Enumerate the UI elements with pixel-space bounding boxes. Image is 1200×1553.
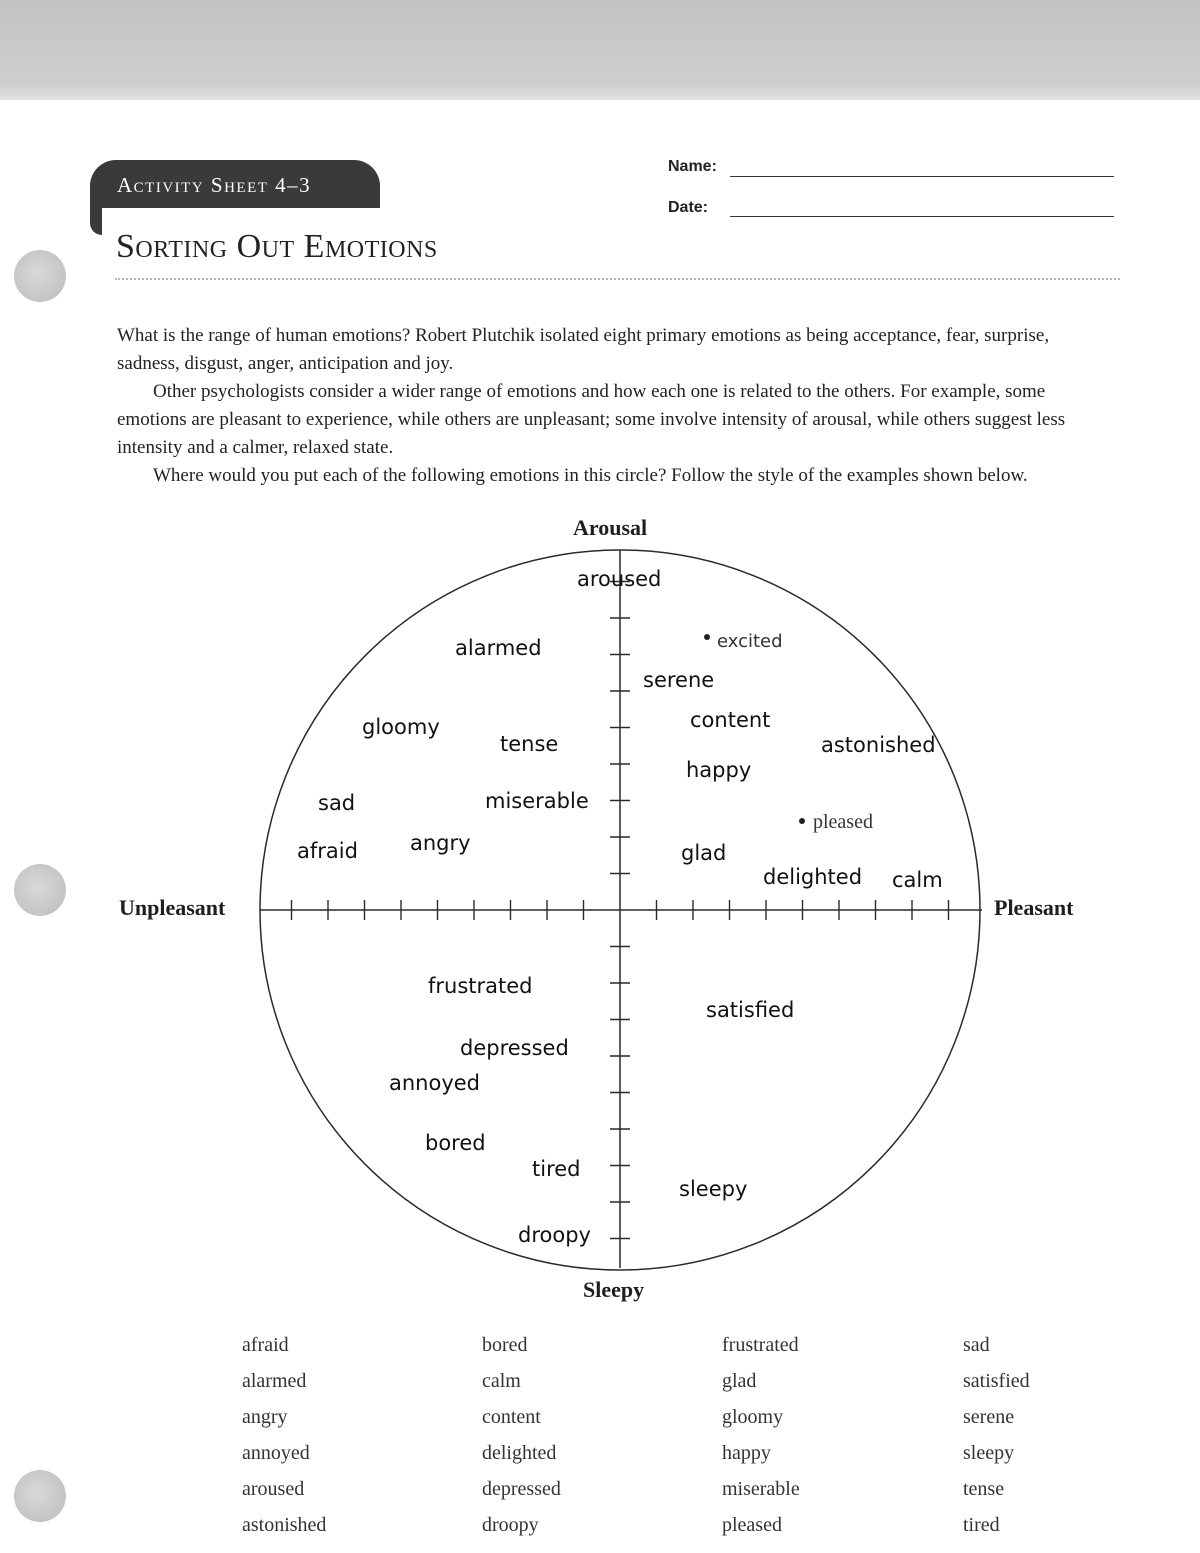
word-list-item: satisfied [963, 1370, 1030, 1392]
word-list-item: annoyed [242, 1442, 310, 1464]
label-pleased: pleased [813, 811, 873, 833]
name-label: Name: [668, 158, 717, 175]
word-list-item: astonished [242, 1514, 327, 1536]
label-calm: calm [892, 868, 943, 892]
word-list-item: depressed [482, 1478, 561, 1500]
label-frustrated: frustrated [428, 974, 533, 998]
word-list-item: angry [242, 1406, 288, 1428]
example-dot-excited [704, 634, 710, 640]
label-satisfied: satisfied [706, 998, 795, 1022]
label-aroused: aroused [577, 567, 662, 591]
word-list-column-2 [482, 1330, 682, 1546]
word-list-item: frustrated [722, 1334, 799, 1356]
word-list-item: droopy [482, 1514, 539, 1536]
intro-paragraph-3: Where would you put each of the following emotions in this circle? Follow the style of the examples shown below. [153, 465, 1028, 486]
word-list-item: miserable [722, 1478, 800, 1500]
label-astonished: astonished [821, 733, 936, 757]
date-label: Date: [668, 199, 709, 216]
axis-label-unpleasant: Unpleasant [119, 895, 226, 920]
axis-label-sleepy: Sleepy [583, 1277, 645, 1302]
label-angry: angry [410, 831, 471, 855]
word-list-item: sad [963, 1334, 990, 1356]
word-list-item: content [482, 1406, 541, 1428]
word-list-item: afraid [242, 1334, 289, 1356]
label-droopy: droopy [518, 1223, 591, 1247]
word-list-item: delighted [482, 1442, 557, 1464]
label-alarmed: alarmed [455, 636, 542, 660]
word-list-column-3 [722, 1330, 922, 1546]
label-miserable: miserable [485, 789, 589, 813]
word-list-item: serene [963, 1406, 1015, 1428]
label-serene: serene [643, 668, 715, 692]
label-gloomy: gloomy [362, 715, 440, 739]
label-bored: bored [425, 1131, 486, 1155]
label-delighted: delighted [763, 865, 863, 889]
word-list-item: glad [722, 1370, 757, 1392]
word-list-item: alarmed [242, 1370, 307, 1392]
word-list-column-1 [242, 1330, 442, 1546]
label-tired: tired [532, 1157, 581, 1181]
label-glad: glad [681, 841, 727, 865]
word-list-item: happy [722, 1442, 771, 1464]
activity-label: Activity Sheet 4–3 [117, 173, 312, 197]
label-annoyed: annoyed [389, 1071, 481, 1095]
axis-label-pleasant: Pleasant [994, 895, 1074, 920]
label-sleepy: sleepy [679, 1177, 748, 1201]
label-happy: happy [686, 758, 752, 782]
word-list-item: bored [482, 1334, 528, 1356]
intro-paragraph-2: Other psychologists consider a wider range of emotions and how each one is related to the others. For example, some emotions are pleasant to experience, while others are unpleasant; some involve intensity of arousal, while others suggest less intensity and a calmer, relaxed state. [117, 381, 1066, 458]
axis-label-arousal: Arousal [573, 515, 648, 540]
label-content: content [690, 708, 771, 732]
word-list-item: gloomy [722, 1406, 784, 1428]
word-list-item: sleepy [963, 1442, 1015, 1464]
intro-paragraph-1: What is the range of human emotions? Robert Plutchik isolated eight primary emotions as being acceptance, fear, surprise, sadness, disgust, anger, anticipation and joy. [117, 325, 1050, 374]
label-sad: sad [318, 791, 356, 815]
word-list-item: calm [482, 1370, 521, 1392]
word-list-item: pleased [722, 1514, 782, 1536]
example-dot-pleased [799, 818, 805, 824]
word-list-column-4 [963, 1330, 1163, 1546]
word-list-item: tired [963, 1514, 1000, 1536]
label-tense: tense [500, 732, 559, 756]
label-depressed: depressed [460, 1036, 569, 1060]
label-excited: excited [717, 631, 783, 652]
label-afraid: afraid [297, 839, 358, 863]
page-title: Sorting Out Emotions [116, 228, 438, 265]
word-list-item: aroused [242, 1478, 305, 1500]
word-list-item: tense [963, 1478, 1005, 1500]
